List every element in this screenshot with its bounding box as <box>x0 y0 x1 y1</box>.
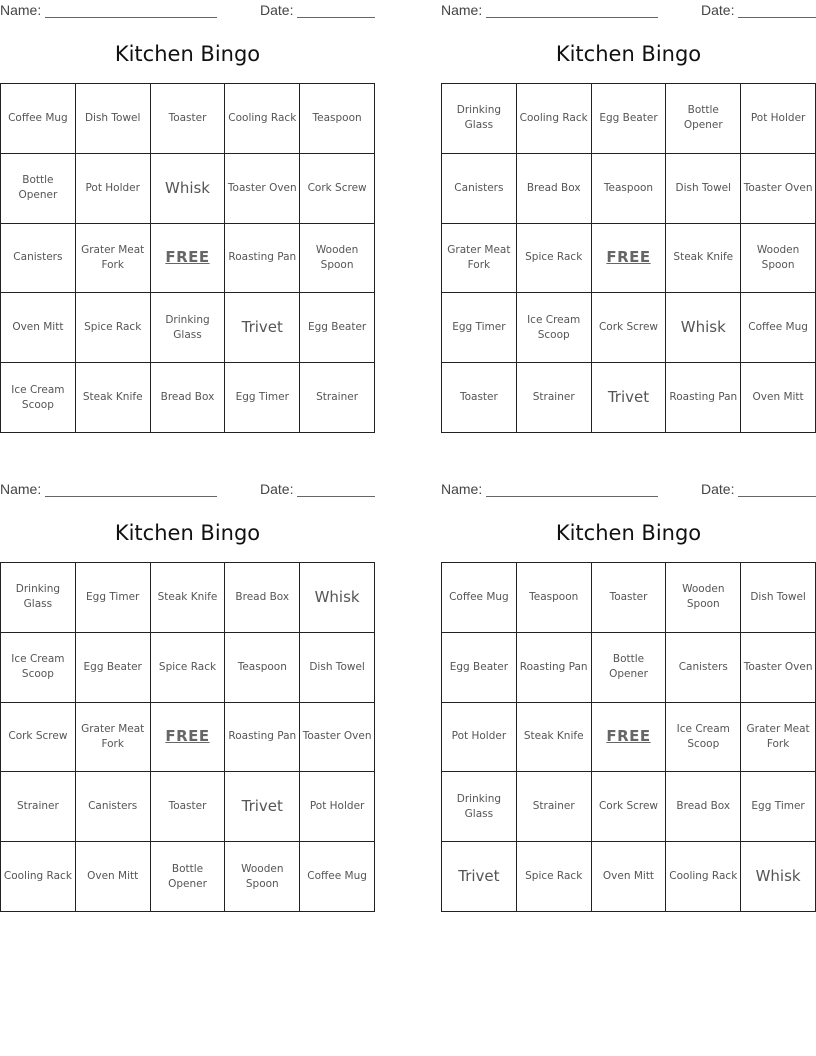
bingo-cell[interactable]: Egg Beater <box>442 633 517 703</box>
card-title: Kitchen Bingo <box>114 42 261 66</box>
date-write-line[interactable] <box>738 496 816 497</box>
bingo-cell[interactable]: Toaster Oven <box>741 154 816 224</box>
free-space-cell[interactable]: FREE <box>592 224 667 294</box>
bingo-cell[interactable]: Teaspoon <box>300 84 375 154</box>
bingo-cell[interactable]: Pot Holder <box>76 154 151 224</box>
bingo-cell[interactable]: Egg Timer <box>225 363 300 433</box>
bingo-cell[interactable]: Canisters <box>666 633 741 703</box>
bingo-cell[interactable]: Dish Towel <box>300 633 375 703</box>
bingo-cell[interactable]: Bread Box <box>517 154 592 224</box>
bingo-card <box>441 0 816 407</box>
bingo-cell[interactable]: Cooling Rack <box>666 842 741 912</box>
bingo-cell[interactable]: Grater Meat Fork <box>76 703 151 773</box>
date-label: Date: <box>701 2 735 18</box>
bingo-cell[interactable]: Grater Meat Fork <box>741 703 816 773</box>
bingo-cell[interactable]: Roasting Pan <box>225 224 300 294</box>
date-label: Date: <box>260 481 294 497</box>
bingo-grid <box>0 83 375 433</box>
bingo-cell[interactable]: Toaster <box>151 772 226 842</box>
bingo-cell[interactable]: Steak Knife <box>76 363 151 433</box>
bingo-cell[interactable]: Canisters <box>442 154 517 224</box>
bingo-cell[interactable]: Steak Knife <box>517 703 592 773</box>
bingo-cell[interactable]: Strainer <box>517 363 592 433</box>
card-title: Kitchen Bingo <box>555 521 702 545</box>
name-label: Name: <box>441 2 483 18</box>
bingo-cell[interactable]: Egg Beater <box>76 633 151 703</box>
bingo-cell[interactable]: Pot Holder <box>442 703 517 773</box>
bingo-cell[interactable]: Dish Towel <box>76 84 151 154</box>
bingo-cell[interactable]: Ice Cream Scoop <box>1 633 76 703</box>
bingo-cell[interactable]: Coffee Mug <box>300 842 375 912</box>
bingo-cell[interactable]: Toaster Oven <box>741 633 816 703</box>
card-header <box>441 479 816 501</box>
bingo-cell[interactable]: Grater Meat Fork <box>442 224 517 294</box>
bingo-cell[interactable]: Wooden Spoon <box>300 224 375 294</box>
bingo-cell[interactable]: Drinking Glass <box>442 84 517 154</box>
bingo-cell[interactable]: Dish Towel <box>741 563 816 633</box>
bingo-cell[interactable]: Spice Rack <box>151 633 226 703</box>
bingo-cell[interactable]: Cooling Rack <box>225 84 300 154</box>
bingo-cell[interactable]: Ice Cream Scoop <box>1 363 76 433</box>
bingo-cell[interactable]: Bottle Opener <box>1 154 76 224</box>
bingo-cell[interactable]: Trivet <box>225 293 300 363</box>
free-space-cell[interactable]: FREE <box>151 703 226 773</box>
bingo-cell[interactable]: Bottle Opener <box>151 842 226 912</box>
name-write-line[interactable] <box>486 496 658 497</box>
bingo-cell[interactable]: Wooden Spoon <box>741 224 816 294</box>
bingo-cell[interactable]: Grater Meat Fork <box>76 224 151 294</box>
bingo-cell[interactable]: Strainer <box>1 772 76 842</box>
bingo-grid <box>441 83 816 433</box>
bingo-cell[interactable]: Egg Timer <box>76 563 151 633</box>
name-label: Name: <box>0 481 42 497</box>
bingo-cell[interactable]: Roasting Pan <box>666 363 741 433</box>
bingo-cell[interactable]: Cooling Rack <box>1 842 76 912</box>
bingo-cell[interactable]: Oven Mitt <box>741 363 816 433</box>
bingo-cell[interactable]: Ice Cream Scoop <box>517 293 592 363</box>
bingo-cell[interactable]: Strainer <box>517 772 592 842</box>
bingo-cell[interactable]: Egg Beater <box>300 293 375 363</box>
date-write-line[interactable] <box>738 17 816 18</box>
card-title: Kitchen Bingo <box>114 521 261 545</box>
bingo-cell[interactable]: Cork Screw <box>1 703 76 773</box>
bingo-cell[interactable]: Toaster <box>442 363 517 433</box>
bingo-cell[interactable]: Spice Rack <box>517 842 592 912</box>
free-space-cell[interactable]: FREE <box>592 703 667 773</box>
date-write-line[interactable] <box>297 17 375 18</box>
bingo-cell[interactable]: Bottle Opener <box>666 84 741 154</box>
bingo-cell[interactable]: Pot Holder <box>300 772 375 842</box>
bingo-cell[interactable]: Oven Mitt <box>592 842 667 912</box>
bingo-cell[interactable]: Whisk <box>151 154 226 224</box>
bingo-cell[interactable]: Wooden Spoon <box>225 842 300 912</box>
bingo-cell[interactable]: Steak Knife <box>151 563 226 633</box>
bingo-cell[interactable]: Toaster <box>151 84 226 154</box>
bingo-cell[interactable]: Whisk <box>300 563 375 633</box>
bingo-cell[interactable]: Canisters <box>76 772 151 842</box>
bingo-cell[interactable]: Whisk <box>666 293 741 363</box>
bingo-cell[interactable]: Egg Beater <box>592 84 667 154</box>
bingo-cell[interactable]: Roasting Pan <box>225 703 300 773</box>
card-header <box>0 479 375 501</box>
free-space-cell[interactable]: FREE <box>151 224 226 294</box>
bingo-cell[interactable]: Cork Screw <box>592 772 667 842</box>
bingo-cell[interactable]: Toaster Oven <box>300 703 375 773</box>
bingo-cell[interactable]: Cork Screw <box>300 154 375 224</box>
bingo-cell[interactable]: Trivet <box>225 772 300 842</box>
bingo-cell[interactable]: Bread Box <box>151 363 226 433</box>
bingo-cell[interactable]: Dish Towel <box>666 154 741 224</box>
bingo-cell[interactable]: Teaspoon <box>592 154 667 224</box>
bingo-cell[interactable]: Bread Box <box>666 772 741 842</box>
bingo-cell[interactable]: Egg Timer <box>741 772 816 842</box>
bingo-cell[interactable]: Oven Mitt <box>1 293 76 363</box>
bingo-cell[interactable]: Teaspoon <box>225 633 300 703</box>
bingo-card <box>441 479 816 886</box>
bingo-card <box>0 479 375 890</box>
name-write-line[interactable] <box>45 17 217 18</box>
bingo-cell[interactable]: Cork Screw <box>592 293 667 363</box>
bingo-cell[interactable]: Bread Box <box>225 563 300 633</box>
bingo-cell[interactable]: Steak Knife <box>666 224 741 294</box>
name-label: Name: <box>441 481 483 497</box>
bingo-cell[interactable]: Coffee Mug <box>741 293 816 363</box>
bingo-cell[interactable]: Bottle Opener <box>592 633 667 703</box>
date-label: Date: <box>701 481 735 497</box>
bingo-cell[interactable]: Oven Mitt <box>76 842 151 912</box>
bingo-cell[interactable]: Ice Cream Scoop <box>666 703 741 773</box>
bingo-cell[interactable]: Trivet <box>442 842 517 912</box>
bingo-cell[interactable]: Spice Rack <box>76 293 151 363</box>
date-write-line[interactable] <box>297 496 375 497</box>
bingo-cell[interactable]: Toaster <box>592 563 667 633</box>
bingo-grid <box>441 562 816 912</box>
bingo-cell[interactable]: Drinking Glass <box>442 772 517 842</box>
bingo-grid <box>0 562 375 912</box>
bingo-cell[interactable]: Drinking Glass <box>1 563 76 633</box>
bingo-cell[interactable]: Toaster Oven <box>225 154 300 224</box>
bingo-cell[interactable]: Egg Timer <box>442 293 517 363</box>
bingo-cell[interactable]: Pot Holder <box>741 84 816 154</box>
name-write-line[interactable] <box>45 496 217 497</box>
card-header <box>441 0 816 22</box>
date-label: Date: <box>260 2 294 18</box>
bingo-cell[interactable]: Wooden Spoon <box>666 563 741 633</box>
bingo-card <box>0 0 375 411</box>
bingo-cell[interactable]: Canisters <box>1 224 76 294</box>
bingo-cell[interactable]: Whisk <box>741 842 816 912</box>
bingo-cell[interactable]: Roasting Pan <box>517 633 592 703</box>
bingo-cell[interactable]: Coffee Mug <box>1 84 76 154</box>
bingo-cell[interactable]: Drinking Glass <box>151 293 226 363</box>
name-label: Name: <box>0 2 42 18</box>
bingo-cell[interactable]: Strainer <box>300 363 375 433</box>
card-header <box>0 0 375 22</box>
bingo-cell[interactable]: Coffee Mug <box>442 563 517 633</box>
bingo-cell[interactable]: Cooling Rack <box>517 84 592 154</box>
bingo-cell[interactable]: Spice Rack <box>517 224 592 294</box>
card-title: Kitchen Bingo <box>555 42 702 66</box>
bingo-cell[interactable]: Teaspoon <box>517 563 592 633</box>
bingo-cell[interactable]: Trivet <box>592 363 667 433</box>
name-write-line[interactable] <box>486 17 658 18</box>
